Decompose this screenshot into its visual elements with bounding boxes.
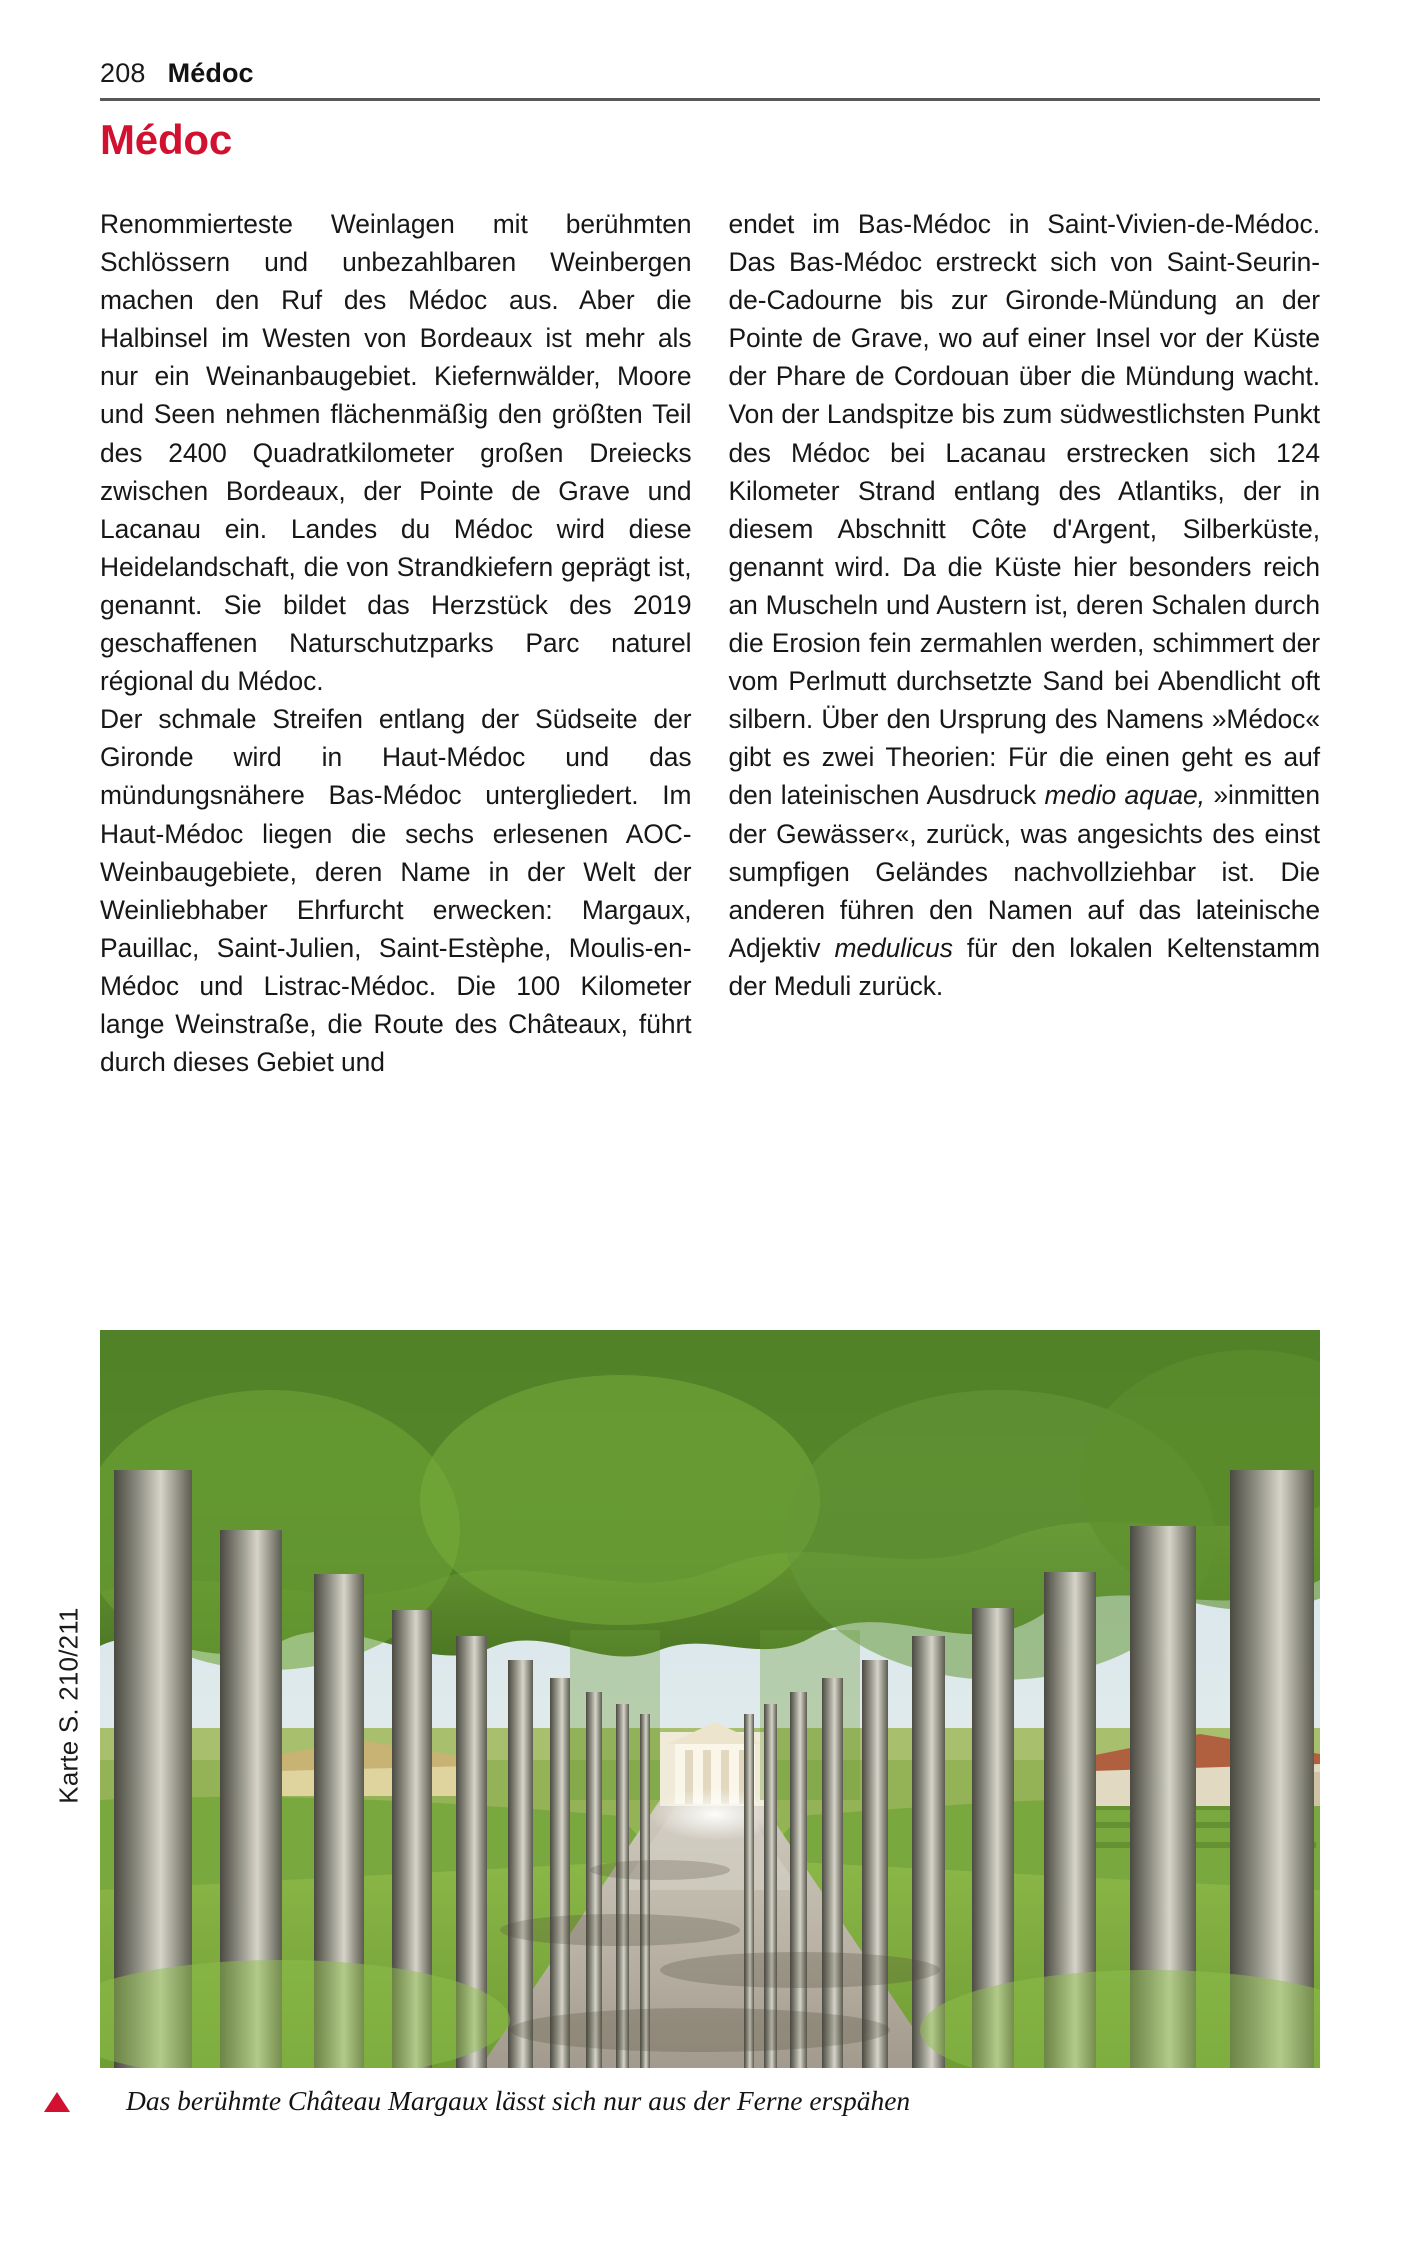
left-column [100,205,692,1081]
caption-triangle-icon [44,2092,70,2112]
figure-caption-row [44,2084,1314,2118]
paragraph-1: Renommierteste Weinlagen mit berühmten Schlössern und unbezahlbaren Weinbergen machen den Ruf des Médoc aus. Aber die Halbinsel im Westen von Bordeaux ist mehr als nur ein Weinanbaugebiet. Kiefernwälder, Moore und Seen nehmen flächenmäßig den größten Teil des 2400 Quadratkilometer großen Dreiecks zwischen Bordeaux, der Pointe de Grave und Lacanau ein. Landes du Médoc wird diese Heidelandschaft, die von Strandkiefern geprägt ist, genannt. Sie bildet das Herzstück des 2019 geschaffenen Naturschutzparks Parc naturel régional du Médoc. [100,209,692,697]
paragraph-2 [100,700,692,1081]
page-title: Médoc [100,116,233,163]
latin-term-medulicus: medulicus [834,932,953,963]
running-head-section: Médoc [167,58,254,88]
paragraph-3 [729,205,1321,1005]
running-head [100,58,1320,101]
page-number: 208 [100,58,146,88]
paragraph-3-part2: »inmitten der Gewässer«, zurück, was angesichts des einst sumpfigen Geländes nachvollziehbar ist. Die anderen führen den Namen auf das lateinische Adjektiv [728,780,1320,963]
latin-term-medio-aquae: medio aquae, [1044,780,1205,811]
paragraph-2-text: Der schmale Streifen entlang der Südseite der Gironde wird in Haut-Médoc und das mündungsnähere Bas-Médoc untergliedert. Im Haut-Médoc liegen die sechs erlesenen AOC-Weinbaugebiete, deren Name in der Welt der Weinliebhaber Ehrfurcht erwecken: Margaux, Pauillac, Saint-Julien, Saint-Estèphe, Moulis-en-Médoc und Listrac-Médoc. Die 100 Kilometer lange Weinstraße, die Route des Châteaux, führt durch dieses Gebiet und [100,704,692,1078]
right-column [729,205,1321,1081]
paragraph-3-part1: endet im Bas-Médoc in Saint-Vivien-de-Médoc. Das Bas-Médoc erstreckt sich von Saint-Seurin-de-Cadourne bis zur Gironde-Mündung an der Pointe de Grave, wo auf einer Insel vor der Küste der Phare de Cordouan über die Mündung wacht. Von der Landspitze bis zum südwestlichsten Punkt des Médoc bei Lacanau erstrecken sich 124 Kilometer Strand entlang des Atlantiks, der in diesem Abschnitt Côte d'Argent, Silberküste, genannt wird. Da die Küste hier besonders reich an Muscheln und Austern ist, deren Schalen durch die Erosion fein zermahlen werden, schimmert der vom Perlmutt durchsetzte Sand bei Abendlicht oft silbern. Über den Ursprung des Namens »Médoc« gibt es zwei Theorien: Für die einen geht es auf den lateinischen Ausdruck [728,209,1320,811]
body-columns [100,205,1320,1081]
figure-caption: Das berühmte Château Margaux lässt sich nur aus der Ferne erspähen [126,2085,911,2116]
map-reference-label: Karte S. 210/211 [53,1607,84,1804]
photo-chateau-margaux-avenue [100,1330,1320,2068]
photo-illustration [100,1330,1320,2068]
paragraph-3-part3: für den lokalen Keltenstamm der Meduli zurück. [728,932,1320,1001]
